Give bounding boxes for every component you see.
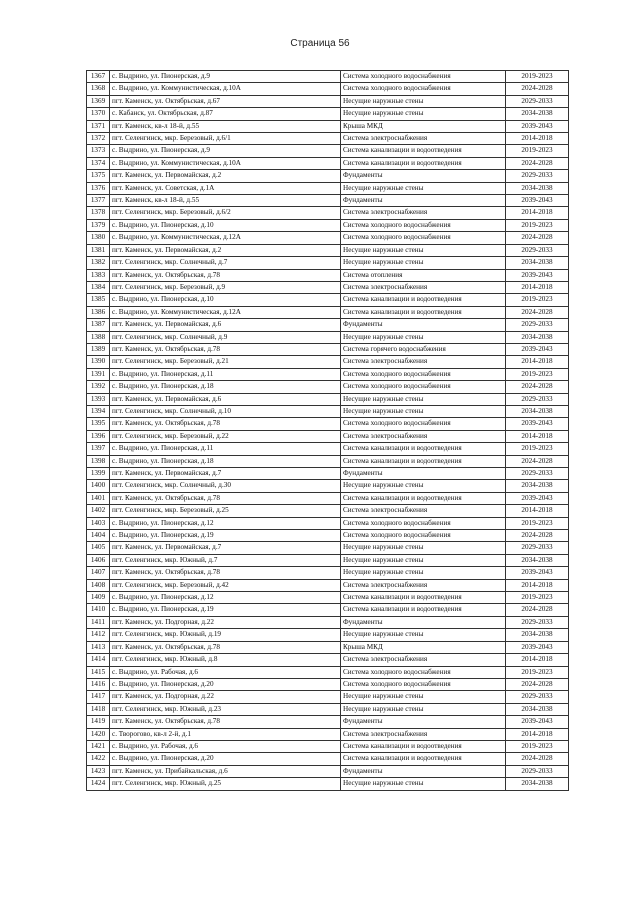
period-cell: 2039-2043 xyxy=(506,418,569,430)
system-cell: Несущие наружные стены xyxy=(341,778,506,790)
table-row xyxy=(87,195,569,207)
system-cell: Фундаменты xyxy=(341,616,506,628)
row-number-cell: 1420 xyxy=(87,728,110,740)
table-row xyxy=(87,182,569,194)
row-number-cell: 1388 xyxy=(87,331,110,343)
address-cell: пгт. Каменск, ул. Октябрьская, д.78 xyxy=(110,269,341,281)
period-cell: 2014-2018 xyxy=(506,207,569,219)
period-cell: 2039-2043 xyxy=(506,120,569,132)
table-row xyxy=(87,703,569,715)
system-cell: Крыша МКД xyxy=(341,120,506,132)
row-number-cell: 1412 xyxy=(87,629,110,641)
row-number-cell: 1406 xyxy=(87,554,110,566)
row-number-cell: 1399 xyxy=(87,468,110,480)
row-number-cell: 1400 xyxy=(87,480,110,492)
period-cell: 2029-2033 xyxy=(506,691,569,703)
table-row xyxy=(87,629,569,641)
address-cell: пгт. Каменск, ул. Октябрьская, д.78 xyxy=(110,567,341,579)
period-cell: 2019-2023 xyxy=(506,219,569,231)
period-cell: 2029-2033 xyxy=(506,468,569,480)
system-cell: Несущие наружные стены xyxy=(341,405,506,417)
table-row xyxy=(87,381,569,393)
period-cell: 2034-2038 xyxy=(506,108,569,120)
period-cell: 2034-2038 xyxy=(506,554,569,566)
table-row xyxy=(87,71,569,83)
system-cell: Система канализации и водоотведения xyxy=(341,604,506,616)
address-cell: пгт. Селенгинск, мкр. Березовый, д.42 xyxy=(110,579,341,591)
row-number-cell: 1413 xyxy=(87,641,110,653)
address-cell: с. Выдрино, ул. Пионерская, д.18 xyxy=(110,381,341,393)
row-number-cell: 1415 xyxy=(87,666,110,678)
system-cell: Система холодного водоснабжения xyxy=(341,219,506,231)
row-number-cell: 1414 xyxy=(87,654,110,666)
row-number-cell: 1410 xyxy=(87,604,110,616)
system-cell: Система канализации и водоотведения xyxy=(341,443,506,455)
period-cell: 2029-2033 xyxy=(506,95,569,107)
system-cell: Система отопления xyxy=(341,269,506,281)
table-row xyxy=(87,294,569,306)
address-cell: пгт. Каменск, ул. Октябрьская, д.67 xyxy=(110,95,341,107)
address-cell: пгт. Селенгинск, мкр. Южный, д.23 xyxy=(110,703,341,715)
table-row xyxy=(87,765,569,777)
period-cell: 2029-2033 xyxy=(506,616,569,628)
address-cell: с. Выдрино, ул. Пионерская, д.11 xyxy=(110,443,341,455)
address-cell: с. Выдрино, ул. Пионерская, д.10 xyxy=(110,294,341,306)
row-number-cell: 1403 xyxy=(87,517,110,529)
period-cell: 2014-2018 xyxy=(506,281,569,293)
row-number-cell: 1386 xyxy=(87,306,110,318)
address-cell: пгт. Селенгинск, мкр. Солнечный, д.9 xyxy=(110,331,341,343)
table-row xyxy=(87,567,569,579)
period-cell: 2024-2028 xyxy=(506,678,569,690)
period-cell: 2039-2043 xyxy=(506,567,569,579)
table-row xyxy=(87,418,569,430)
row-number-cell: 1391 xyxy=(87,368,110,380)
address-cell: с. Выдрино, ул. Пионерская, д.10 xyxy=(110,219,341,231)
system-cell: Система холодного водоснабжения xyxy=(341,83,506,95)
system-cell: Система холодного водоснабжения xyxy=(341,71,506,83)
period-cell: 2039-2043 xyxy=(506,269,569,281)
row-number-cell: 1419 xyxy=(87,716,110,728)
table-row xyxy=(87,505,569,517)
system-cell: Система холодного водоснабжения xyxy=(341,666,506,678)
address-cell: пгт. Каменск, ул. Октябрьская, д.78 xyxy=(110,418,341,430)
row-number-cell: 1398 xyxy=(87,455,110,467)
period-cell: 2019-2023 xyxy=(506,592,569,604)
system-cell: Система холодного водоснабжения xyxy=(341,418,506,430)
period-cell: 2039-2043 xyxy=(506,716,569,728)
system-cell: Система канализации и водоотведения xyxy=(341,455,506,467)
row-number-cell: 1371 xyxy=(87,120,110,132)
system-cell: Несущие наружные стены xyxy=(341,257,506,269)
system-cell: Система холодного водоснабжения xyxy=(341,232,506,244)
address-cell: с. Выдрино, ул. Пионерская, д.18 xyxy=(110,455,341,467)
row-number-cell: 1372 xyxy=(87,133,110,145)
address-cell: пгт. Каменск, кв-л 18-й, д.55 xyxy=(110,195,341,207)
table-body xyxy=(87,71,569,791)
row-number-cell: 1394 xyxy=(87,405,110,417)
period-cell: 2034-2038 xyxy=(506,778,569,790)
system-cell: Система канализации и водоотведения xyxy=(341,753,506,765)
address-cell: пгт. Каменск, ул. Подгорная, д.22 xyxy=(110,616,341,628)
period-cell: 2014-2018 xyxy=(506,356,569,368)
table-row xyxy=(87,579,569,591)
system-cell: Несущие наружные стены xyxy=(341,567,506,579)
period-cell: 2024-2028 xyxy=(506,232,569,244)
period-cell: 2039-2043 xyxy=(506,492,569,504)
table-row xyxy=(87,331,569,343)
address-cell: пгт. Каменск, ул. Первомайская, д.6 xyxy=(110,319,341,331)
table-row xyxy=(87,257,569,269)
address-cell: пгт. Каменск, ул. Первомайская, д.2 xyxy=(110,244,341,256)
row-number-cell: 1409 xyxy=(87,592,110,604)
row-number-cell: 1383 xyxy=(87,269,110,281)
address-cell: с. Выдрино, ул. Пионерская, д.20 xyxy=(110,753,341,765)
address-cell: с. Выдрино, ул. Коммунистическая, д.10А xyxy=(110,157,341,169)
system-cell: Система канализации и водоотведения xyxy=(341,157,506,169)
row-number-cell: 1422 xyxy=(87,753,110,765)
period-cell: 2039-2043 xyxy=(506,195,569,207)
row-number-cell: 1380 xyxy=(87,232,110,244)
row-number-cell: 1367 xyxy=(87,71,110,83)
table-row xyxy=(87,319,569,331)
table-row xyxy=(87,641,569,653)
system-cell: Крыша МКД xyxy=(341,641,506,653)
address-cell: пгт. Каменск, ул. Первомайская, д.7 xyxy=(110,468,341,480)
system-cell: Система горячего водоснабжения xyxy=(341,343,506,355)
period-cell: 2024-2028 xyxy=(506,381,569,393)
table-row xyxy=(87,517,569,529)
period-cell: 2024-2028 xyxy=(506,157,569,169)
row-number-cell: 1417 xyxy=(87,691,110,703)
row-number-cell: 1390 xyxy=(87,356,110,368)
system-cell: Система канализации и водоотведения xyxy=(341,145,506,157)
row-number-cell: 1379 xyxy=(87,219,110,231)
table-row xyxy=(87,430,569,442)
address-cell: пгт. Каменск, ул. Советская, д.1А xyxy=(110,182,341,194)
table-row xyxy=(87,83,569,95)
address-cell: с. Выдрино, ул. Пионерская, д.20 xyxy=(110,678,341,690)
table-row xyxy=(87,530,569,542)
period-cell: 2039-2043 xyxy=(506,641,569,653)
period-cell: 2034-2038 xyxy=(506,480,569,492)
row-number-cell: 1395 xyxy=(87,418,110,430)
row-number-cell: 1377 xyxy=(87,195,110,207)
row-number-cell: 1393 xyxy=(87,393,110,405)
table-row xyxy=(87,492,569,504)
row-number-cell: 1416 xyxy=(87,678,110,690)
row-number-cell: 1421 xyxy=(87,740,110,752)
row-number-cell: 1402 xyxy=(87,505,110,517)
system-cell: Система электроснабжения xyxy=(341,430,506,442)
table-row xyxy=(87,232,569,244)
page-number-header: Страница 56 xyxy=(290,38,350,49)
row-number-cell: 1401 xyxy=(87,492,110,504)
row-number-cell: 1408 xyxy=(87,579,110,591)
period-cell: 2019-2023 xyxy=(506,368,569,380)
period-cell: 2019-2023 xyxy=(506,294,569,306)
period-cell: 2019-2023 xyxy=(506,740,569,752)
period-cell: 2034-2038 xyxy=(506,405,569,417)
period-cell: 2029-2033 xyxy=(506,244,569,256)
address-cell: пгт. Селенгинск, мкр. Солнечный, д.10 xyxy=(110,405,341,417)
row-number-cell: 1382 xyxy=(87,257,110,269)
row-number-cell: 1374 xyxy=(87,157,110,169)
address-cell: пгт. Каменск, ул. Первомайская, д.2 xyxy=(110,170,341,182)
period-cell: 2034-2038 xyxy=(506,629,569,641)
system-cell: Фундаменты xyxy=(341,319,506,331)
table-row xyxy=(87,207,569,219)
address-cell: пгт. Каменск, ул. Октябрьская, д.78 xyxy=(110,492,341,504)
row-number-cell: 1397 xyxy=(87,443,110,455)
address-cell: с. Выдрино, ул. Пионерская, д.9 xyxy=(110,145,341,157)
address-cell: пгт. Селенгинск, мкр. Солнечный, д.30 xyxy=(110,480,341,492)
system-cell: Несущие наружные стены xyxy=(341,554,506,566)
table-row xyxy=(87,716,569,728)
address-cell: с. Выдрино, ул. Пионерская, д.19 xyxy=(110,604,341,616)
system-cell: Несущие наружные стены xyxy=(341,691,506,703)
row-number-cell: 1418 xyxy=(87,703,110,715)
row-number-cell: 1404 xyxy=(87,530,110,542)
row-number-cell: 1396 xyxy=(87,430,110,442)
table-row xyxy=(87,691,569,703)
system-cell: Фундаменты xyxy=(341,765,506,777)
period-cell: 2029-2033 xyxy=(506,765,569,777)
address-cell: с. Выдрино, ул. Пионерская, д.11 xyxy=(110,368,341,380)
table-row xyxy=(87,592,569,604)
table-row xyxy=(87,306,569,318)
address-cell: с. Выдрино, ул. Рабочая, д.6 xyxy=(110,666,341,678)
system-cell: Система холодного водоснабжения xyxy=(341,517,506,529)
system-cell: Система электроснабжения xyxy=(341,133,506,145)
system-cell: Несущие наружные стены xyxy=(341,393,506,405)
period-cell: 2019-2023 xyxy=(506,666,569,678)
period-cell: 2024-2028 xyxy=(506,530,569,542)
period-cell: 2029-2033 xyxy=(506,393,569,405)
housing-repair-table xyxy=(86,70,569,791)
system-cell: Фундаменты xyxy=(341,468,506,480)
address-cell: пгт. Каменск, ул. Октябрьская, д.78 xyxy=(110,641,341,653)
table-row xyxy=(87,219,569,231)
row-number-cell: 1368 xyxy=(87,83,110,95)
system-cell: Несущие наружные стены xyxy=(341,108,506,120)
period-cell: 2034-2038 xyxy=(506,182,569,194)
address-cell: с. Кабанск, ул. Октябрьская, д.87 xyxy=(110,108,341,120)
period-cell: 2024-2028 xyxy=(506,455,569,467)
row-number-cell: 1381 xyxy=(87,244,110,256)
address-cell: с. Выдрино, ул. Коммунистическая, д.12А xyxy=(110,306,341,318)
system-cell: Система электроснабжения xyxy=(341,654,506,666)
address-cell: с. Выдрино, ул. Коммунистическая, д.12А xyxy=(110,232,341,244)
system-cell: Несущие наружные стены xyxy=(341,703,506,715)
period-cell: 2024-2028 xyxy=(506,753,569,765)
address-cell: пгт. Каменск, ул. Октябрьская, д.78 xyxy=(110,716,341,728)
period-cell: 2014-2018 xyxy=(506,654,569,666)
address-cell: пгт. Селенгинск, мкр. Березовый, д.9 xyxy=(110,281,341,293)
table-row xyxy=(87,356,569,368)
system-cell: Система канализации и водоотведения xyxy=(341,492,506,504)
system-cell: Несущие наружные стены xyxy=(341,542,506,554)
row-number-cell: 1392 xyxy=(87,381,110,393)
address-cell: пгт. Селенгинск, мкр. Березовый, д.25 xyxy=(110,505,341,517)
row-number-cell: 1405 xyxy=(87,542,110,554)
system-cell: Несущие наружные стены xyxy=(341,182,506,194)
address-cell: пгт. Селенгинск, мкр. Березовый, д.6/2 xyxy=(110,207,341,219)
address-cell: пгт. Селенгинск, мкр. Южный, д.8 xyxy=(110,654,341,666)
table-row xyxy=(87,244,569,256)
period-cell: 2014-2018 xyxy=(506,579,569,591)
address-cell: пгт. Каменск, ул. Октябрьская, д.78 xyxy=(110,343,341,355)
system-cell: Система электроснабжения xyxy=(341,356,506,368)
system-cell: Система электроснабжения xyxy=(341,207,506,219)
system-cell: Система канализации и водоотведения xyxy=(341,294,506,306)
period-cell: 2029-2033 xyxy=(506,170,569,182)
table-row xyxy=(87,728,569,740)
address-cell: пгт. Каменск, ул. Первомайская, д.6 xyxy=(110,393,341,405)
table-row xyxy=(87,95,569,107)
table-row xyxy=(87,145,569,157)
period-cell: 2014-2018 xyxy=(506,430,569,442)
address-cell: с. Выдрино, ул. Пионерская, д.9 xyxy=(110,71,341,83)
address-cell: пгт. Каменск, ул. Подгорная, д.22 xyxy=(110,691,341,703)
row-number-cell: 1373 xyxy=(87,145,110,157)
period-cell: 2024-2028 xyxy=(506,604,569,616)
period-cell: 2024-2028 xyxy=(506,83,569,95)
table-row xyxy=(87,393,569,405)
table-row xyxy=(87,616,569,628)
address-cell: пгт. Каменск, ул. Первомайская, д.7 xyxy=(110,542,341,554)
table-row xyxy=(87,108,569,120)
period-cell: 2034-2038 xyxy=(506,331,569,343)
period-cell: 2019-2023 xyxy=(506,71,569,83)
system-cell: Несущие наружные стены xyxy=(341,331,506,343)
address-cell: с. Выдрино, ул. Рабочая, д.6 xyxy=(110,740,341,752)
address-cell: с. Выдрино, ул. Коммунистическая, д.10А xyxy=(110,83,341,95)
table-row xyxy=(87,654,569,666)
row-number-cell: 1411 xyxy=(87,616,110,628)
table-row xyxy=(87,455,569,467)
address-cell: пгт. Селенгинск, мкр. Березовый, д.21 xyxy=(110,356,341,368)
address-cell: с. Творогово, кв-л 2-й, д.1 xyxy=(110,728,341,740)
table-row xyxy=(87,269,569,281)
system-cell: Система электроснабжения xyxy=(341,281,506,293)
system-cell: Несущие наружные стены xyxy=(341,480,506,492)
table-row xyxy=(87,666,569,678)
row-number-cell: 1369 xyxy=(87,95,110,107)
address-cell: пгт. Каменск, кв-л 18-й, д.55 xyxy=(110,120,341,132)
period-cell: 2034-2038 xyxy=(506,703,569,715)
period-cell: 2024-2028 xyxy=(506,306,569,318)
row-number-cell: 1389 xyxy=(87,343,110,355)
period-cell: 2014-2018 xyxy=(506,728,569,740)
system-cell: Система электроснабжения xyxy=(341,579,506,591)
table-row xyxy=(87,678,569,690)
address-cell: пгт. Селенгинск, мкр. Березовый, д.22 xyxy=(110,430,341,442)
table-row xyxy=(87,120,569,132)
table-row xyxy=(87,157,569,169)
row-number-cell: 1376 xyxy=(87,182,110,194)
table-row xyxy=(87,405,569,417)
system-cell: Система холодного водоснабжения xyxy=(341,530,506,542)
period-cell: 2034-2038 xyxy=(506,257,569,269)
address-cell: с. Выдрино, ул. Пионерская, д.12 xyxy=(110,592,341,604)
row-number-cell: 1423 xyxy=(87,765,110,777)
system-cell: Система электроснабжения xyxy=(341,728,506,740)
table-row xyxy=(87,604,569,616)
system-cell: Несущие наружные стены xyxy=(341,95,506,107)
table-row xyxy=(87,542,569,554)
system-cell: Система канализации и водоотведения xyxy=(341,306,506,318)
system-cell: Система электроснабжения xyxy=(341,505,506,517)
system-cell: Система холодного водоснабжения xyxy=(341,381,506,393)
system-cell: Фундаменты xyxy=(341,195,506,207)
table-row xyxy=(87,170,569,182)
row-number-cell: 1375 xyxy=(87,170,110,182)
address-cell: с. Выдрино, ул. Пионерская, д.19 xyxy=(110,530,341,542)
system-cell: Система холодного водоснабжения xyxy=(341,368,506,380)
table-row xyxy=(87,778,569,790)
system-cell: Фундаменты xyxy=(341,170,506,182)
system-cell: Несущие наружные стены xyxy=(341,244,506,256)
address-cell: пгт. Каменск, ул. Прибайкальская, д.6 xyxy=(110,765,341,777)
period-cell: 2029-2033 xyxy=(506,542,569,554)
table-row xyxy=(87,480,569,492)
address-cell: пгт. Селенгинск, мкр. Южный, д.19 xyxy=(110,629,341,641)
table-row xyxy=(87,368,569,380)
period-cell: 2014-2018 xyxy=(506,133,569,145)
table-row xyxy=(87,753,569,765)
period-cell: 2019-2023 xyxy=(506,517,569,529)
row-number-cell: 1407 xyxy=(87,567,110,579)
address-cell: с. Выдрино, ул. Пионерская, д.12 xyxy=(110,517,341,529)
period-cell: 2019-2023 xyxy=(506,145,569,157)
row-number-cell: 1424 xyxy=(87,778,110,790)
row-number-cell: 1384 xyxy=(87,281,110,293)
address-cell: пгт. Селенгинск, мкр. Солнечный, д.7 xyxy=(110,257,341,269)
system-cell: Несущие наружные стены xyxy=(341,629,506,641)
system-cell: Система холодного водоснабжения xyxy=(341,678,506,690)
period-cell: 2014-2018 xyxy=(506,505,569,517)
address-cell: пгт. Селенгинск, мкр. Березовый, д.6/1 xyxy=(110,133,341,145)
period-cell: 2029-2033 xyxy=(506,319,569,331)
table-row xyxy=(87,468,569,480)
table-row xyxy=(87,554,569,566)
period-cell: 2039-2043 xyxy=(506,343,569,355)
system-cell: Система канализации и водоотведения xyxy=(341,592,506,604)
address-cell: пгт. Селенгинск, мкр. Южный, д.25 xyxy=(110,778,341,790)
row-number-cell: 1385 xyxy=(87,294,110,306)
table-row xyxy=(87,343,569,355)
table-row xyxy=(87,740,569,752)
row-number-cell: 1370 xyxy=(87,108,110,120)
row-number-cell: 1378 xyxy=(87,207,110,219)
address-cell: пгт. Селенгинск, мкр. Южный, д.7 xyxy=(110,554,341,566)
table-row xyxy=(87,443,569,455)
row-number-cell: 1387 xyxy=(87,319,110,331)
system-cell: Фундаменты xyxy=(341,716,506,728)
table-row xyxy=(87,133,569,145)
system-cell: Система канализации и водоотведения xyxy=(341,740,506,752)
period-cell: 2019-2023 xyxy=(506,443,569,455)
table-row xyxy=(87,281,569,293)
